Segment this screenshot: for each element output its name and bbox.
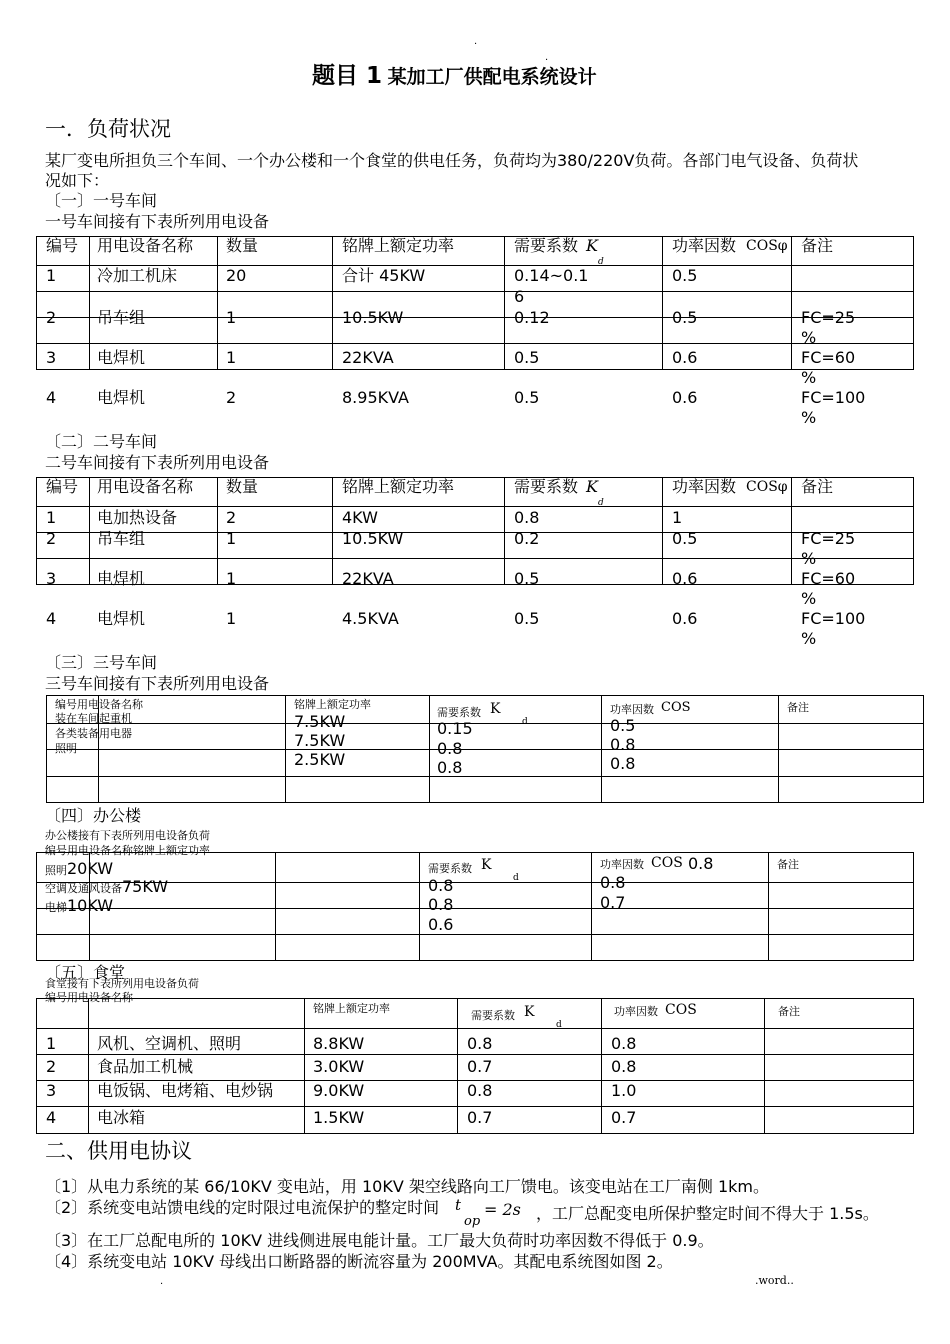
cell-kd: 0.2 [514, 529, 540, 548]
cell-cos: 0.8 [688, 854, 714, 873]
cell-cos: 0.8 [600, 873, 626, 892]
cell-name: 风机、空调机、照明 [97, 1034, 242, 1053]
agreement-item: 〔1〕从电力系统的某 66/10KV 变电站，用 10KV 架空线路向工厂馈电。该变电站在工厂南侧 1km。 [45, 1177, 769, 1196]
cell-name: 电焊机 [97, 388, 146, 407]
cos-symbol: COSφ [746, 238, 788, 254]
kd-subscript: d [556, 1020, 562, 1030]
cell-no: 4 [46, 609, 57, 628]
cell-qty: 2 [226, 388, 237, 407]
cell-cos: 0.5 [672, 266, 698, 285]
cell-power: 22KVA [342, 569, 394, 588]
cos-symbol: COS [651, 855, 683, 871]
intro-text: 况如下： [45, 171, 110, 190]
table-row [0, 1081, 950, 1103]
header-cell: 功率因数 [672, 236, 737, 255]
cell-power: 10KW [67, 896, 114, 915]
header-cell: 铭牌上额定功率 [342, 236, 455, 255]
header-cell: 备注 [778, 1005, 800, 1018]
cell-no: 1 [46, 1034, 57, 1053]
table-row [0, 308, 950, 347]
kd-subscript: d [598, 257, 604, 267]
header-cell: 编号用电设备名称 [45, 991, 133, 1004]
table-row [0, 348, 950, 387]
header-cell: 需要系数 [428, 862, 472, 875]
cell-kd: 0.8 [467, 1034, 493, 1053]
kd-symbol: K [524, 1004, 535, 1020]
cell-cos: 0.6 [672, 609, 698, 628]
cell-kd: 0.12 [514, 308, 550, 327]
cell-cos: 0.8 [611, 1034, 637, 1053]
cell-power: 20KW [67, 859, 114, 878]
cell-power: 4KW [342, 508, 378, 527]
cell-cos: 0.5 [610, 716, 636, 735]
formula-subscript: op [464, 1214, 481, 1229]
table-row [0, 1034, 950, 1056]
equipment-name: 装在车间起重机 [55, 712, 132, 725]
cell-kd: 0.8 [514, 508, 540, 527]
header-cell: 需要系数 [437, 706, 481, 719]
header-cell: 数量 [226, 236, 259, 255]
cell-kd: 0.7 [467, 1108, 493, 1127]
cell-qty: 20 [226, 266, 247, 285]
cell-note: FC=60 [801, 569, 856, 588]
office-item [45, 896, 113, 916]
kd-subscript: d [513, 873, 519, 883]
cell-name: 电焊机 [97, 348, 146, 367]
cell-power: 7.5KW [294, 731, 346, 750]
cell-power: 2.5KW [294, 750, 346, 769]
cell-qty: 1 [226, 609, 237, 628]
header-cell: 备注 [801, 477, 834, 496]
cell-no: 4 [46, 1108, 57, 1127]
cell-note: % [801, 368, 817, 387]
cell-name: 电焊机 [97, 609, 146, 628]
header-cell: 需要系数 [471, 1009, 515, 1022]
cell-note: FC=25 [801, 529, 856, 548]
footer-word: .word.. [755, 1274, 794, 1287]
cell-name: 吊车组 [97, 308, 146, 327]
cell-power: 8.95KVA [342, 388, 409, 407]
subsection-heading: 〔五〕食堂 [45, 963, 126, 982]
header-cell: 功率因数 [610, 703, 654, 716]
footer-dot: . [160, 1276, 164, 1287]
cell-kd: 0.5 [514, 348, 540, 367]
cell-kd: 0.5 [514, 569, 540, 588]
office-item [45, 877, 168, 897]
cell-name: 吊车组 [97, 529, 146, 548]
subsection-heading: 〔一〕一号车间 [45, 191, 158, 210]
cell-power: 10.5KW [342, 308, 404, 327]
cell-power: 8.8KW [313, 1034, 365, 1053]
kd-symbol: K [481, 857, 492, 873]
cell-power: 4.5KVA [342, 609, 399, 628]
agreement-text: ，工厂总配变电所保护整定时间不得大于 1.5s。 [536, 1204, 879, 1223]
cell-name: 电冰箱 [97, 1108, 146, 1127]
cell-no: 2 [46, 529, 57, 548]
cell-no: 1 [46, 508, 57, 527]
equipment-name: 照明 [45, 864, 67, 877]
header-cell: 铭牌上额定功率 [294, 698, 371, 711]
cell-cos: 1.0 [611, 1081, 637, 1100]
cell-note: % [801, 328, 817, 347]
cell-qty: 1 [226, 308, 237, 327]
header-cell: 备注 [777, 858, 799, 871]
header-cell: 编号用电设备名称铭牌上额定功率 [45, 844, 210, 857]
header-cell: 用电设备名称 [97, 236, 194, 255]
header-cell: 铭牌上额定功率 [342, 477, 455, 496]
cell-power: 7.5KW [294, 712, 346, 731]
cell-power: 合计 45KW [342, 266, 426, 285]
cell-qty: 1 [226, 569, 237, 588]
section-heading: 一．负荷状况 [45, 117, 171, 141]
kd-subscript: d [522, 717, 528, 727]
header-cell: 功率因数 [614, 1005, 658, 1018]
cell-kd: 0.8 [437, 739, 463, 758]
formula-value: = 2s [484, 1200, 521, 1219]
cell-kd: 0.5 [514, 388, 540, 407]
cell-note: FC=25 [801, 308, 856, 327]
equipment-name: 各类装备用电器 [55, 727, 132, 740]
header-cell: 备注 [787, 701, 809, 714]
table-header-row [0, 477, 950, 508]
cell-kd: 0.6 [428, 915, 454, 934]
cell-kd: 0.5 [514, 609, 540, 628]
title-prefix: 题目 1 [312, 63, 383, 89]
cell-cos: 0.8 [610, 754, 636, 773]
header-dot: . [545, 52, 549, 63]
header-cell: 编号 [46, 236, 79, 255]
subsection-heading: 〔二〕二号车间 [45, 432, 158, 451]
cell-cos: 0.7 [611, 1108, 637, 1127]
title-main: 某加工厂供配电系统设计 [387, 66, 597, 88]
cell-kd: 0.8 [428, 876, 454, 895]
cell-name: 电饭锅、电烤箱、电炒锅 [97, 1081, 274, 1100]
cell-cos: 1 [672, 508, 683, 527]
header-dot: . [474, 36, 478, 47]
agreement-text: 〔2〕系统变电站馈电线的定时限过电流保护的整定时间 [45, 1198, 440, 1217]
cell-kd-cont: 6 [514, 287, 525, 306]
header-cell: 功率因数 [672, 477, 737, 496]
cell-cos: 0.5 [672, 529, 698, 548]
header-cell: 功率因数 [600, 858, 644, 871]
kd-symbol: K [490, 701, 501, 717]
cell-no: 3 [46, 569, 57, 588]
cell-note: FC=100 [801, 388, 866, 407]
header-cell: 数量 [226, 477, 259, 496]
header-cell: 需要系数 [514, 477, 579, 496]
cell-note: % [801, 408, 817, 427]
cell-cos: 0.8 [610, 735, 636, 754]
cell-no: 3 [46, 348, 57, 367]
cell-no: 4 [46, 388, 57, 407]
header-cell: 铭牌上额定功率 [313, 1002, 390, 1015]
subsection-heading: 〔三〕三号车间 [45, 653, 158, 672]
kd-subscript: d [598, 498, 604, 508]
cell-power: 10.5KW [342, 529, 404, 548]
cell-qty: 2 [226, 508, 237, 527]
cell-name: 食品加工机械 [97, 1057, 194, 1076]
cell-cos: 0.6 [672, 569, 698, 588]
header-cell: 编号 [46, 477, 79, 496]
agreement-item: 〔3〕在工厂总配电所的 10KV 进线侧进展电能计量。工厂最大负荷时功率因数不得低于 0.9。 [45, 1231, 714, 1250]
cell-no: 2 [46, 308, 57, 327]
cell-no: 2 [46, 1057, 57, 1076]
equipment-name: 照明 [55, 742, 77, 755]
cell-note: % [801, 549, 817, 568]
office-item [45, 859, 113, 879]
cell-power: 1.5KW [313, 1108, 365, 1127]
cell-power: 22KVA [342, 348, 394, 367]
cos-symbol: COS [661, 700, 691, 715]
table-row [0, 609, 950, 648]
cell-kd: 0.14~0.1 [514, 266, 589, 285]
page-title [312, 57, 597, 90]
cell-note: % [801, 629, 817, 648]
cell-note: FC=100 [801, 609, 866, 628]
subsection-caption: 办公楼接有下表所列用电设备负荷 [45, 829, 210, 842]
cell-name: 冷加工机床 [97, 266, 178, 285]
cell-cos: 0.7 [600, 893, 626, 912]
subsection-caption: 食堂接有下表所列用电设备负荷 [45, 977, 199, 990]
cell-name: 电加热设备 [97, 508, 178, 527]
table-header-row [0, 236, 950, 267]
cell-qty: 1 [226, 529, 237, 548]
cell-cos: 0.5 [672, 308, 698, 327]
equipment-name: 空调及通风设备 [45, 882, 122, 895]
header-cell: 需要系数 [514, 236, 579, 255]
cell-cos: 0.8 [611, 1057, 637, 1076]
cell-qty: 1 [226, 348, 237, 367]
section-heading: 二、供用电协议 [45, 1139, 192, 1163]
agreement-item: 〔4〕系统变电站 10KV 母线出口断路器的断流容量为 200MVA。其配电系统图如图 2。 [45, 1252, 673, 1271]
header-cell: 用电设备名称 [97, 477, 194, 496]
table-row [0, 508, 950, 530]
table-row [0, 569, 950, 608]
cell-kd: 0.8 [428, 895, 454, 914]
formula-symbol: t [455, 1196, 462, 1214]
intro-text: 某厂变电所担负三个车间、一个办公楼和一个食堂的供电任务，负荷均为380/220V负荷。各部门电气设备、负荷状 [45, 151, 859, 170]
cell-kd: 0.15 [437, 719, 473, 738]
table-row [0, 529, 950, 568]
cell-kd: 0.8 [437, 758, 463, 777]
cell-power: 9.0KW [313, 1081, 365, 1100]
cell-cos: 0.6 [672, 348, 698, 367]
agreement-item [45, 1198, 439, 1218]
kd-symbol: K [586, 236, 598, 255]
cell-power: 3.0KW [313, 1057, 365, 1076]
cell-cos: 0.6 [672, 388, 698, 407]
subsection-heading: 〔四〕办公楼 [45, 806, 142, 825]
table-row [0, 1108, 950, 1130]
cos-symbol: COSφ [746, 479, 788, 495]
table-row [0, 266, 950, 306]
cell-name: 电焊机 [97, 569, 146, 588]
cos-symbol: COS [665, 1002, 697, 1018]
cell-kd: 0.8 [467, 1081, 493, 1100]
cell-power: 75KW [122, 877, 169, 896]
kd-symbol: K [586, 477, 598, 496]
header-cell: 备注 [801, 236, 834, 255]
cell-note: % [801, 589, 817, 608]
table-row [0, 388, 950, 427]
header-cell: 编号用电设备名称 [55, 698, 143, 711]
cell-kd: 0.7 [467, 1057, 493, 1076]
subsection-caption: 三号车间接有下表所列用电设备 [45, 674, 270, 693]
cell-no: 3 [46, 1081, 57, 1100]
subsection-caption: 二号车间接有下表所列用电设备 [45, 453, 270, 472]
equipment-name: 电梯 [45, 901, 67, 914]
cell-note: FC=60 [801, 348, 856, 367]
cell-no: 1 [46, 266, 57, 285]
table-row [0, 1057, 950, 1079]
subsection-caption: 一号车间接有下表所列用电设备 [45, 212, 270, 231]
